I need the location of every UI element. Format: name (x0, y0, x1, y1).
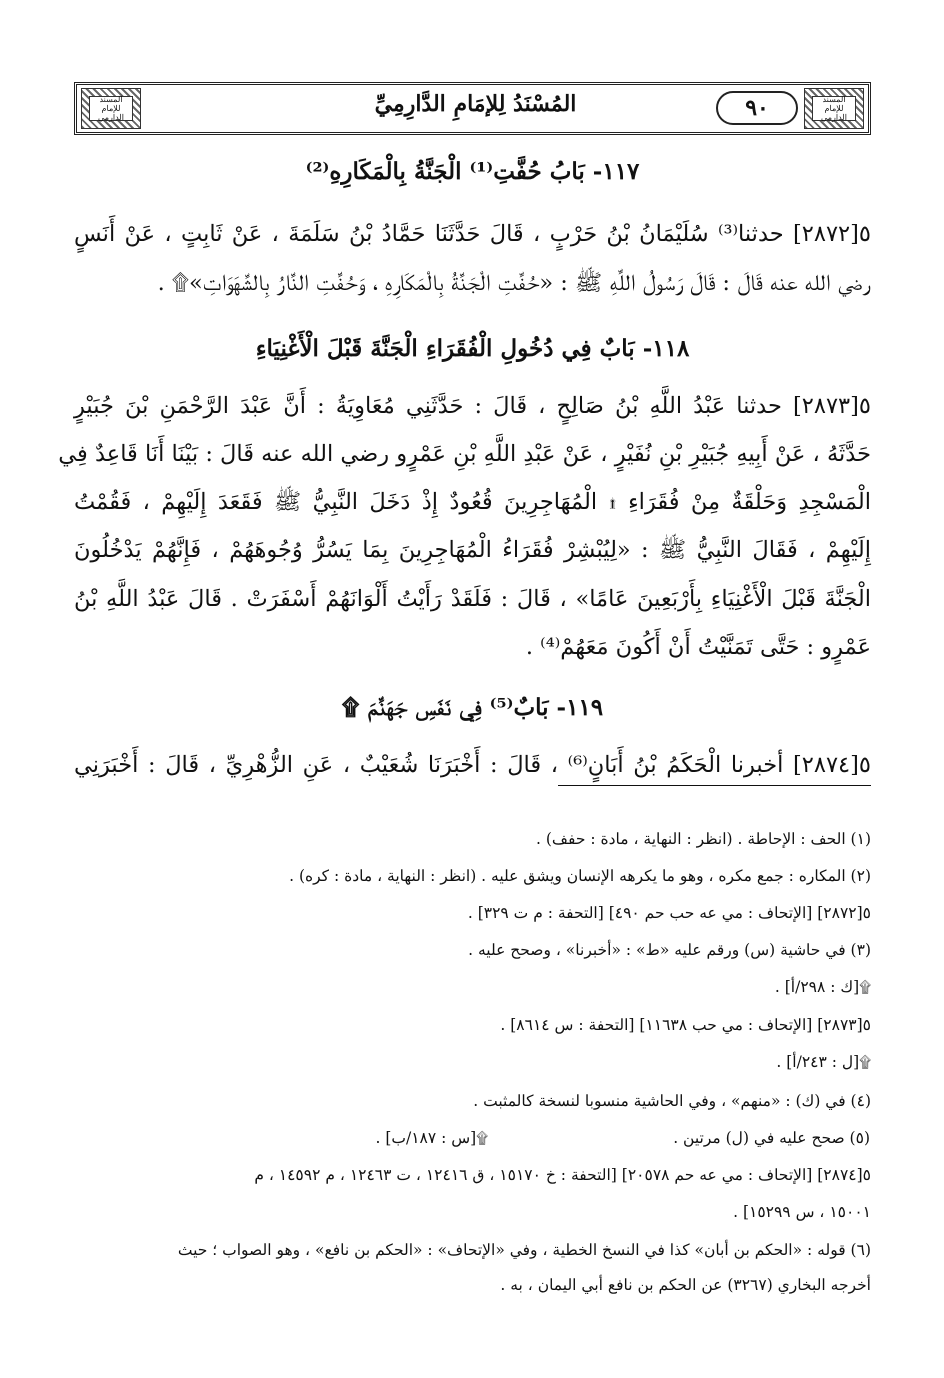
manuscript-ref-2: ۩[ل : ٢٤٣/أ] . (776, 1053, 871, 1071)
hadith-2873-line-1: ٥[٢٨٧٣] حدثنا عَبْدُ اللَّهِ بْنُ صَالِحٍ ، قَالَ : حَدَّثَنِي مُعَاوِيَةُ : أَنَّ عَبْدَ الرَّحْمَنِ بْنَ جُبَيْرٍ (74, 393, 871, 419)
manuscript-ref-1: ۩[ك : ٢٩٨/أ] . (774, 978, 871, 996)
footnote-6-line-2: أخرجه البخاري (٣٢٦٧) عن الحكم بن نافع أبي اليمان ، به . (500, 1276, 871, 1294)
footnote-divider (558, 785, 871, 786)
footnote-4: (٤) في (ك) : «منهم» ، وفي الحاشية منسوبا لنسخة كالمثبت . (473, 1092, 871, 1110)
footnote-5: (٥) صحح عليه في (ل) مرتين . (673, 1129, 870, 1147)
chapter-118-heading: ١١٨- بَابٌ فِي دُخُولِ الْفُقَرَاءِ الْجَنَّةَ قَبْلَ الْأَغْنِيَاءِ (255, 335, 690, 362)
ithaf-2874-line-1: ٥[٢٨٧٤] [الإتحاف : مي عه حم ٢٠٥٧٨] [التحفة : خ ١٥١٧٠ ، ق ١٢٤١٦ ، ت ١٢٤٦٣ ، م ١٤٥٩٢ ، م (254, 1166, 871, 1184)
footnote-1: (١) الحف : الإحاطة . (انظر : النهاية ، مادة : حفف) . (536, 830, 871, 848)
header-title: المُسْنَدُ لِلإمَامِ الدَّارِمِيِّ (374, 91, 577, 117)
hadith-2873-line-6: عَمْرٍو : حَتَّى تَمَنَّيْتُ أَنْ أَكُونَ مَعَهُمْ⁽⁴⁾ . (525, 634, 871, 660)
hadith-2873-line-4: إِلَيْهِمْ ، فَقَالَ النَّبِيُّ ﷺ : «لِيُبْشِرْ فُقَرَاءُ الْمُهَاجِرِينَ بِمَا يَسُرُّ وُجُوهَهُمْ ، فَإِنَّهُمْ يَدْخُلُونَ (74, 537, 871, 563)
ithaf-2874-line-2: ١٥٠٠١ ، س ١٥٢٩٩] . (733, 1203, 871, 1221)
chapter-117-heading: ١١٧- بَابُ حُفَّتِ⁽¹⁾ الْجَنَّةُ بِالْمَكَارِهِ⁽²⁾ (305, 158, 640, 185)
hadith-2874-line-1: ٥[٢٨٧٤] أخبرنا الْحَكَمُ بْنُ أَبَانٍ⁽⁶⁾ ، قَالَ : أَخْبَرَنَا شُعَيْبٌ ، عَنِ الزُّهْرِيِّ ، قَالَ : أَخْبَرَنِي (74, 752, 871, 778)
chapter-119-heading: ١١٩- بَابٌ⁽⁵⁾ فِي نَفَسِ جَهَنَّمَ ۩ (341, 694, 604, 721)
hadith-2872-line-2: رضي الله عنه قَالَ : قَالَ رَسُولُ اللَّهِ ﷺ : «حُفَّتِ الْجَنَّةُ بِالْمَكَارِهِ ، وَحُفَّتِ النَّارُ بِالشَّهَوَاتِ»۩ . (157, 270, 871, 296)
footnote-2: (٢) المكاره : جمع مكره ، وهو ما يكرهه الإنسان ويشق عليه . (انظر : النهاية ، مادة : كره) . (289, 867, 871, 885)
left-ornament-icon (81, 88, 141, 129)
hadith-2873-line-3: الْمَسْجِدِ وَحَلْقَةٌ مِنْ فُقَرَاءِ ۩ الْمُهَاجِرِينَ قُعُودٌ إِذْ دَخَلَ النَّبِيُّ ﷺ فَقَعَدَ إِلَيْهِمْ ، فَقُمْتُ (74, 489, 871, 515)
ithaf-2872: ٥[٢٨٧٢] [الإتحاف : مي عه حب حم ٤٩٠] [التحفة : م ت ٣٢٩] . (467, 904, 871, 922)
footnote-6-line-1: (٦) قوله : «الحكم بن أبان» كذا في النسخ الخطية ، وفي «الإتحاف» : «الحكم بن نافع» ، وهو الصواب ؛ حيث (177, 1241, 871, 1259)
page-number: ٩٠ (716, 91, 798, 125)
manuscript-ref-3: ۩[س : ١٨٧/ب] . (375, 1129, 488, 1147)
hadith-2873-line-2: حَدَّثَهُ ، عَنْ أَبِيهِ جُبَيْرِ بْنِ نُفَيْرٍ ، عَنْ عَبْدِ اللَّهِ بْنِ عَمْرٍو رضي الله عنه قَالَ : بَيْنَا أَنَا قَاعِدٌ فِي (58, 441, 871, 467)
hadith-2872-line-1: ٥[٢٨٧٢] حدثنا⁽³⁾ سُلَيْمَانُ بْنُ حَرْبٍ ، قَالَ حَدَّثَنَا حَمَّادُ بْنُ سَلَمَةَ ، عَنْ ثَابِتٍ ، عَنْ أَنَسٍ (74, 221, 871, 247)
hadith-2873-line-5: الْجَنَّةَ قَبْلَ الْأَغْنِيَاءِ بِأَرْبَعِينَ عَامًا» ، قَالَ : فَلَقَدْ رَأَيْتُ أَلْوَانَهُمْ أَسْفَرَتْ . قَالَ عَبْدُ اللَّهِ بْنُ (74, 586, 871, 612)
ornament-label: المسند للإمام الدارمي (89, 96, 133, 121)
footnote-3: (٣) في حاشية (س) ورقم عليه «ط» : «أخبرنا» ، وصحح عليه . (468, 941, 871, 959)
ithaf-2873: ٥[٢٨٧٣] [الإتحاف : مي حب ١١٦٣٨] [التحفة : س ٨٦١٤] . (500, 1016, 871, 1034)
page-header (74, 82, 871, 135)
ornament-label-right: المسند للإمام الدارمي (812, 96, 856, 121)
right-ornament-icon (804, 88, 864, 129)
